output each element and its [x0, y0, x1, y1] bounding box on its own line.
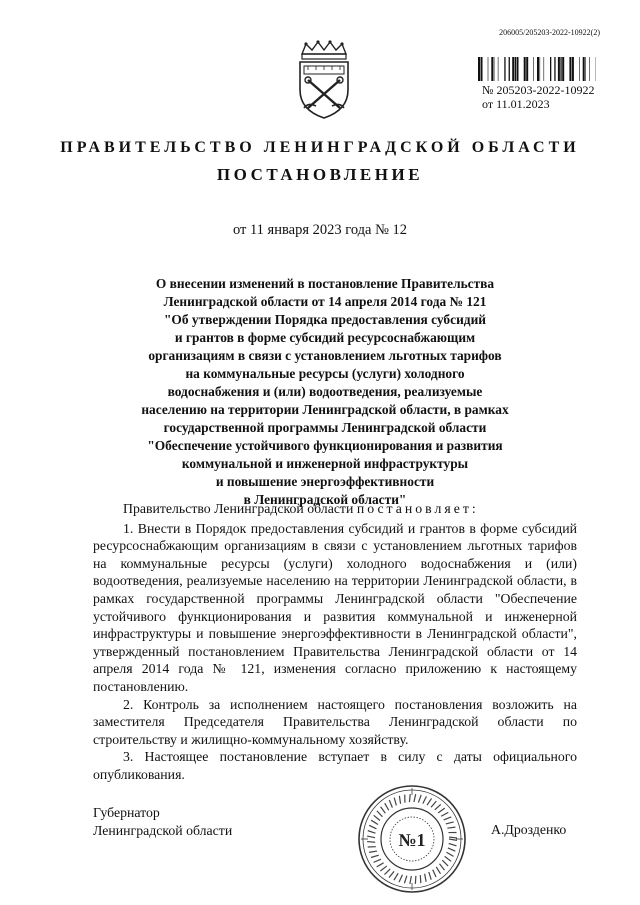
coat-of-arms-icon	[292, 40, 356, 120]
seal-number: №1	[398, 830, 426, 850]
title-line: населению на территории Ленинградской области, в рамках	[141, 402, 509, 417]
signer-position-line1: Губернатор	[93, 805, 160, 820]
document-type: ПОСТАНОВЛЕНИЕ	[216, 165, 424, 184]
registration-number: № 205203-2022-10922	[482, 83, 595, 97]
signer-position	[93, 804, 232, 840]
body-paragraph-1: 1. Внести в Порядок предоставления субсидий и грантов в форме субсидий ресурсоснабжающим организациям в связи с установлением льготных тарифов на коммунальные ресурсы (услуги) холодного водоснабжения и (или) водоотведения, реализуемые населению на территории Ленинградской области, в рамках государственной программы Ленинградской области "Обеспечение устойчивого функционирования и развития коммунальной и инженерной инфраструктуры и повышение энергоэффективности в Ленинградской области", утвержденный постановлением Правительства Ленинградской области от 14 апреля 2014 года № 121, изменения согласно приложению к настоящему постановлению.	[93, 520, 577, 694]
title-line: О внесении изменений в постановление Правительства	[155, 276, 495, 291]
registration-block	[482, 83, 594, 111]
title-line: на коммунальные ресурсы (услуги) холодного	[185, 366, 465, 381]
title-line: в Ленинградской области"	[243, 492, 407, 507]
barcode-icon	[478, 57, 596, 81]
document-title	[90, 275, 560, 509]
official-seal-icon	[356, 783, 468, 895]
title-line: "Обеспечение устойчивого функционирования и развития	[147, 438, 503, 453]
body-paragraph-2: 2. Контроль за исполнением настоящего постановления возложить на заместителя Председателя Правительства Ленинградской области по строительству и жилищно-коммунальному хозяйству.	[93, 696, 577, 747]
title-line: коммунальной и инженерной инфраструктуры	[181, 456, 469, 471]
signer-name: А.Дрозденко	[491, 822, 567, 837]
title-line: Ленинградской области от 14 апреля 2014 года № 121	[163, 294, 487, 309]
decree-lead-verb: постановляет:	[356, 501, 479, 516]
document-body	[93, 500, 577, 784]
document-date-number: от 11 января 2023 года № 12	[232, 222, 408, 238]
title-line: и грантов в форме субсидий ресурсоснабжающим	[174, 330, 476, 345]
title-line: и повышение энергоэффективности	[215, 474, 435, 489]
decree-lead	[93, 500, 577, 518]
body-paragraph-3: 3. Настоящее постановление вступает в силу с даты официального опубликования.	[93, 749, 577, 782]
decree-lead-prefix: Правительство Ленинградской области	[123, 501, 354, 516]
title-line: организациям в связи с установлением льготных тарифов	[148, 348, 502, 363]
registration-date: от 11.01.2023	[482, 97, 550, 111]
title-line: государственной программы Ленинградской области	[163, 420, 487, 435]
title-line: "Об утверждении Порядка предоставления субсидий	[164, 312, 486, 327]
registration-header-code: 206005/205203-2022-10922(2)	[499, 28, 600, 37]
government-heading: ПРАВИТЕЛЬСТВО ЛЕНИНГРАДСКОЙ ОБЛАСТИ	[60, 139, 580, 156]
signer-position-line2: Ленинградской области	[93, 823, 233, 838]
title-line: водоснабжения и (или) водоотведения, реализуемые	[167, 384, 483, 399]
